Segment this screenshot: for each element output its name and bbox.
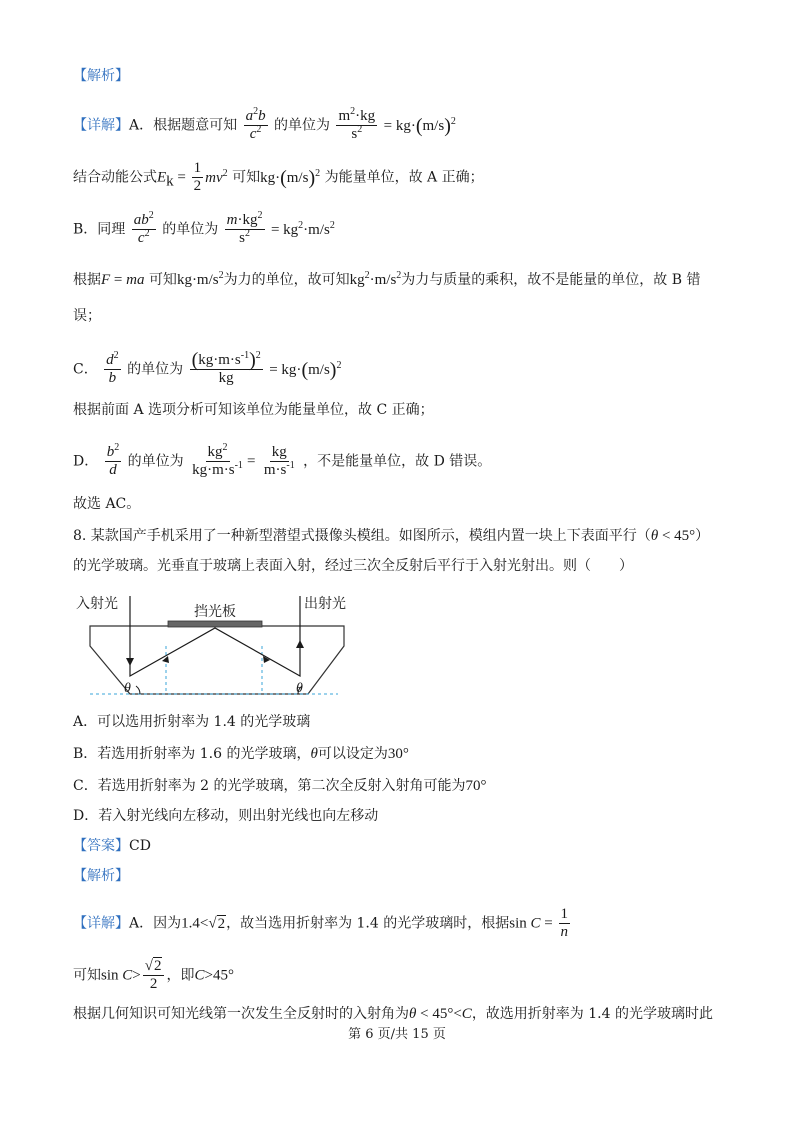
option-c: C．若选用折射率为 2 的光学玻璃，第二次全反射入射角可能为70° — [73, 778, 487, 794]
option-b: B．若选用折射率为 1.6 的光学玻璃，θ可以设定为30° — [73, 746, 409, 762]
detail2-line-1: 【详解】A．因为1.4<√2，故当选用折射率为 1.4 的光学玻璃时，根据sin C = $\frac{1}{n}$ — [73, 906, 568, 940]
detail-line-a: 【详解】A．根据题意可知 $\frac{a^2b}{c^2}$ 的单位为 $\frac{m^2\cdot kg}{s^2}$ = $kg\cdot(m/s)^2$ — [73, 106, 456, 142]
detail2-line-3: 根据几何知识可知光线第一次发生全反射时的入射角为θ < 45°<C，故选用折射率为 1.4 的光学玻璃时此 — [73, 1006, 713, 1022]
detail-line-wrap: 误； — [73, 308, 101, 324]
answer-tag: 【答案】 — [73, 838, 129, 854]
analysis-tag: 【解析】 — [73, 68, 129, 84]
angle-right: θ — [296, 681, 303, 696]
answer-line — [73, 836, 151, 856]
analysis-tag-2: 【解析】 — [73, 868, 129, 884]
detail-line-d: D． $\frac{b^2}{d}$ 的单位为 $\frac{kg^2}{kg\cdot m\cdot s^{-1}}$ = $\frac{kg}{m\cdot s^{-1}}$ ，不是能量单位，故 D 错误。 — [73, 442, 492, 478]
detail-choice: 故选 AC。 — [73, 496, 141, 512]
answer-value: CD — [129, 838, 151, 854]
angle-left: θ — [124, 681, 131, 696]
detail-line-kinetic: 结合动能公式$E_k$ = $\frac{1}{2}$ $mv^2$ 可知$kg\cdot(m/s)^2$ 为能量单位，故 A 正确； — [73, 160, 484, 194]
question-8-line-2: 的光学玻璃。光垂直于玻璃上表面入射，经过三次全反射后平行于入射光射出。则（ ） — [73, 558, 633, 574]
option-d: D．若入射光线向左移动，则出射光线也向左移动 — [73, 808, 379, 824]
label-exit: 出射光 — [304, 596, 346, 612]
label-block: 挡光板 — [194, 604, 236, 620]
detail-line-b: B．同理 $\frac{ab^2}{c^2}$ 的单位为 $\frac{m\cdot kg^2}{s^2}$ = $kg^2\cdot m/s^2$ — [73, 210, 335, 246]
page-footer: 第 6 页/共 15 页 — [348, 1027, 446, 1042]
detail-line-force: 根据F = ma 可知$kg\cdot m/s^2$为力的单位，故可知$kg^2\cdot m/s^2$为力与质量的乘积，故不是能量的单位，故 B 错 — [73, 270, 701, 288]
periscope-figure — [76, 588, 356, 703]
question-8-line-1: 8. 某款国产手机采用了一种新型潜望式摄像头模组。如图所示，模组内置一块上下表面平行（θ < 45°） — [73, 528, 710, 544]
detail2-line-2: 可知sin C> $\frac{√2}{2}$ ，即C>45° — [73, 958, 234, 992]
fraction-a2b-c2: $\frac{a^2b}{c^2}$ — [245, 106, 266, 142]
option-a: A．可以选用折射率为 1.4 的光学玻璃 — [73, 714, 311, 730]
label-incident: 入射光 — [76, 596, 118, 612]
detail-line-c: C． $\frac{d^2}{b}$ 的单位为 $\frac{(kg\cdot m\cdot s^{-1})^2}{kg}$ = $kg\cdot(m/s)^2$ — [73, 349, 342, 386]
detail-line-c-conclusion: 根据前面 A 选项分析可知该单位为能量单位，故 C 正确； — [73, 402, 434, 418]
detail-tag: 【详解】 — [73, 117, 129, 134]
blocking-plate — [168, 621, 262, 627]
